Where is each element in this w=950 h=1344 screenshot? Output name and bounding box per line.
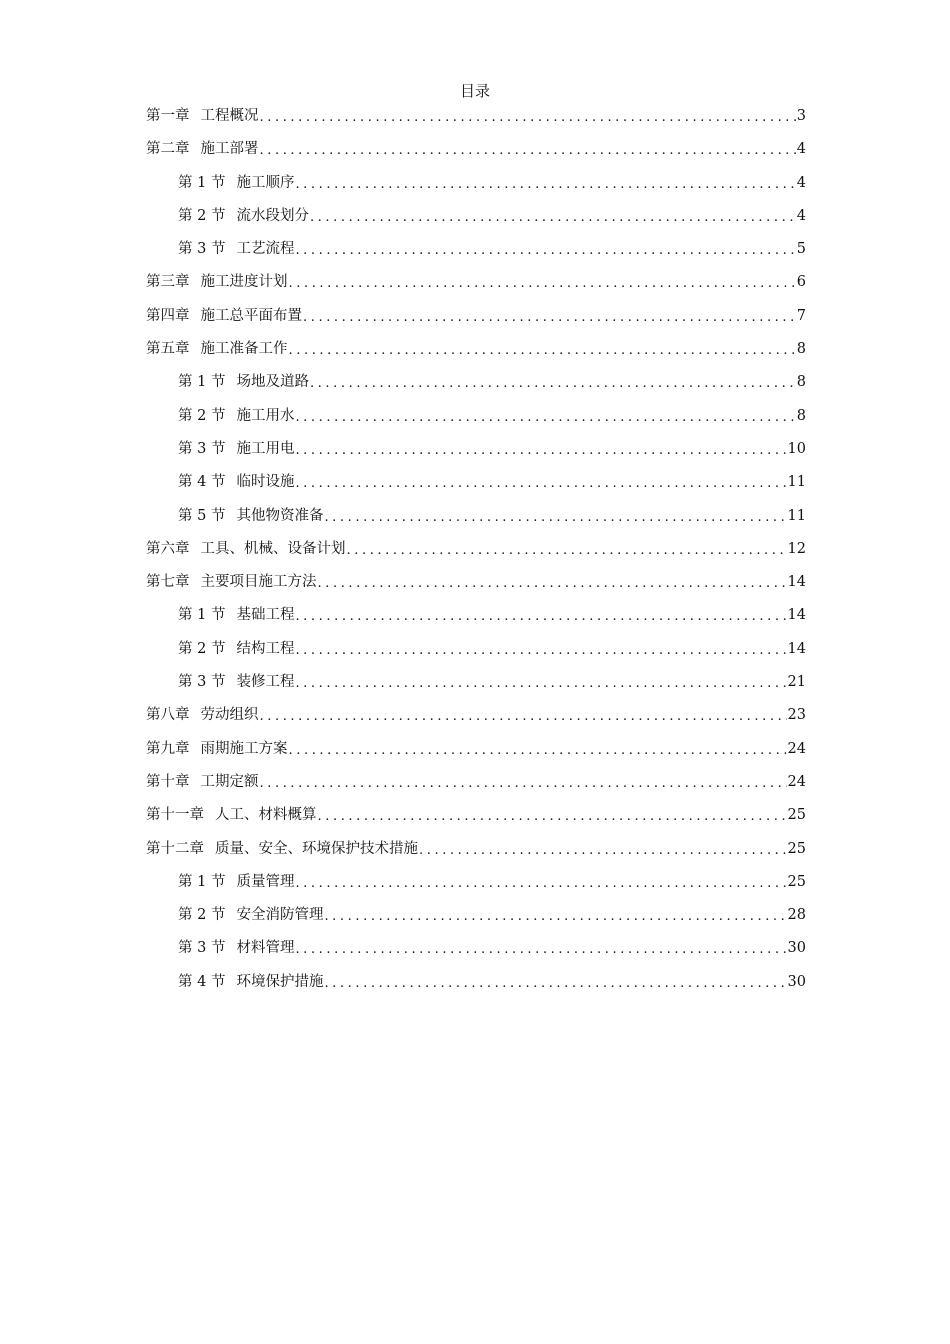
toc-entry-title: 主要项目施工方法 bbox=[200, 574, 317, 591]
toc-dot-leader bbox=[295, 673, 786, 695]
toc-page-number: 21 bbox=[787, 674, 806, 691]
toc-entry-number: 第 1 节 bbox=[178, 873, 226, 890]
toc-entry-number: 第一章 bbox=[146, 108, 190, 124]
toc-entry-number: 第 5 节 bbox=[178, 507, 226, 524]
toc-dot-leader bbox=[295, 873, 786, 895]
toc-section-entry[interactable] bbox=[146, 971, 806, 1004]
toc-section-entry[interactable] bbox=[146, 371, 806, 404]
toc-entry-number: 第 2 节 bbox=[178, 407, 226, 424]
toc-section-entry[interactable] bbox=[146, 405, 806, 438]
toc-dot-leader bbox=[295, 174, 795, 196]
toc-page-number: 6 bbox=[796, 274, 806, 291]
toc-entry-number: 第 2 节 bbox=[178, 640, 226, 657]
toc-entry-title: 施工总平面布置 bbox=[200, 307, 302, 324]
toc-entry-label bbox=[146, 538, 346, 560]
toc-entry-label bbox=[178, 238, 294, 260]
toc-entry-title: 场地及道路 bbox=[236, 374, 309, 391]
toc-entry-title: 劳动组织 bbox=[200, 707, 259, 724]
toc-page-number: 25 bbox=[787, 807, 806, 824]
toc-entry-title: 施工用水 bbox=[236, 407, 295, 424]
toc-entry-title: 施工准备工作 bbox=[200, 341, 288, 358]
toc-entry-number: 第 3 节 bbox=[178, 440, 226, 457]
toc-chapter-entry[interactable] bbox=[146, 771, 806, 804]
toc-entry-title: 工艺流程 bbox=[236, 241, 295, 258]
toc-page-number: 7 bbox=[796, 307, 806, 324]
toc-entry-number: 第 4 节 bbox=[178, 973, 226, 990]
toc-section-entry[interactable] bbox=[146, 937, 806, 970]
toc-entry-title: 装修工程 bbox=[236, 674, 295, 691]
toc-entry-title: 人工、材料概算 bbox=[215, 807, 317, 824]
toc-dot-leader bbox=[289, 740, 787, 762]
toc-section-entry[interactable] bbox=[146, 638, 806, 671]
toc-dot-leader bbox=[310, 373, 796, 395]
toc-entry-title: 施工用电 bbox=[236, 440, 295, 457]
toc-entry-title: 其他物资准备 bbox=[236, 507, 324, 524]
toc-section-entry[interactable] bbox=[146, 471, 806, 504]
toc-page-number: 28 bbox=[787, 907, 806, 924]
toc-entry-number: 第 3 节 bbox=[178, 241, 226, 258]
toc-chapter-entry[interactable] bbox=[146, 338, 806, 371]
toc-entry-label bbox=[146, 305, 302, 327]
toc-title: 目录 bbox=[459, 82, 490, 100]
toc-page-number: 10 bbox=[787, 440, 806, 457]
toc-entry-label bbox=[146, 738, 288, 760]
toc-page-number: 14 bbox=[787, 607, 806, 624]
toc-entry-label bbox=[146, 571, 317, 593]
toc-page-number: 4 bbox=[796, 141, 806, 158]
toc-entry-number: 第二章 bbox=[146, 141, 190, 158]
toc-dot-leader bbox=[295, 407, 795, 429]
toc-entry-title: 基础工程 bbox=[236, 607, 295, 624]
toc-page-number: 25 bbox=[787, 873, 806, 890]
toc-entry-title: 临时设施 bbox=[236, 474, 295, 491]
toc-section-entry[interactable] bbox=[146, 671, 806, 704]
toc-section-entry[interactable] bbox=[146, 238, 806, 271]
toc-entry-number: 第 1 节 bbox=[178, 374, 226, 391]
toc-entry-number: 第 1 节 bbox=[178, 174, 226, 191]
toc-chapter-entry[interactable] bbox=[146, 538, 806, 571]
toc-entry-number: 第 4 节 bbox=[178, 474, 226, 491]
toc-dot-leader bbox=[318, 573, 787, 595]
toc-dot-leader bbox=[289, 273, 796, 295]
toc-entry-number: 第十一章 bbox=[146, 807, 204, 824]
toc-chapter-entry[interactable] bbox=[146, 738, 806, 771]
toc-entry-label bbox=[146, 704, 259, 726]
toc-dot-leader bbox=[419, 840, 787, 862]
toc-page-number: 8 bbox=[796, 374, 806, 391]
toc-entry-title: 工期定额 bbox=[200, 773, 259, 790]
toc-section-entry[interactable] bbox=[146, 438, 806, 471]
toc-dot-leader bbox=[324, 507, 786, 529]
toc-chapter-entry[interactable] bbox=[146, 105, 806, 138]
toc-section-entry[interactable] bbox=[146, 871, 806, 904]
toc-page-number: 30 bbox=[787, 973, 806, 990]
toc-entry-label bbox=[146, 338, 288, 360]
toc-entry-label bbox=[146, 771, 259, 793]
toc-entry-label bbox=[178, 904, 323, 926]
toc-section-entry[interactable] bbox=[146, 604, 806, 637]
toc-entry-title: 质量、安全、环境保护技术措施 bbox=[215, 840, 418, 857]
toc-entry-label bbox=[178, 405, 294, 427]
toc-entry-label bbox=[178, 471, 294, 493]
toc-dot-leader bbox=[303, 307, 796, 329]
toc-page-number: 4 bbox=[796, 207, 806, 224]
toc-dot-leader bbox=[310, 207, 796, 229]
toc-entry-label bbox=[146, 804, 317, 826]
toc-entry-title: 质量管理 bbox=[236, 873, 295, 890]
toc-entry-number: 第三章 bbox=[146, 274, 190, 291]
toc-page-number: 11 bbox=[787, 507, 806, 524]
toc-entry-label bbox=[146, 838, 418, 860]
toc-entry-number: 第四章 bbox=[146, 307, 190, 324]
toc-dot-leader bbox=[260, 140, 796, 162]
toc-section-entry[interactable] bbox=[146, 904, 806, 937]
toc-entry-number: 第 3 节 bbox=[178, 674, 226, 691]
toc-page-number: 5 bbox=[796, 241, 806, 258]
toc-page-number: 24 bbox=[787, 773, 806, 790]
toc-entry-label bbox=[178, 638, 294, 660]
toc-entry-title: 施工进度计划 bbox=[200, 274, 288, 291]
toc-entry-label bbox=[178, 505, 323, 527]
toc-chapter-entry[interactable] bbox=[146, 704, 806, 737]
toc-entry-number: 第六章 bbox=[146, 540, 190, 557]
toc-entry-title: 环境保护措施 bbox=[236, 973, 324, 990]
toc-dot-leader bbox=[260, 706, 787, 728]
toc-entry-label bbox=[146, 105, 259, 127]
toc-chapter-entry[interactable] bbox=[146, 838, 806, 871]
toc-dot-leader bbox=[295, 440, 786, 462]
toc-entry-title: 流水段划分 bbox=[236, 207, 309, 224]
toc-entry-label bbox=[178, 937, 294, 959]
toc-dot-leader bbox=[295, 939, 786, 961]
toc-page-number: 3 bbox=[796, 108, 806, 124]
toc-entry-title: 施工部署 bbox=[200, 141, 259, 158]
toc-dot-leader bbox=[289, 340, 796, 362]
toc-dot-leader bbox=[295, 606, 786, 628]
toc-entry-label bbox=[146, 138, 259, 160]
toc-entry-number: 第十章 bbox=[146, 773, 190, 790]
toc-dot-leader bbox=[324, 906, 786, 928]
toc-page-number: 30 bbox=[787, 940, 806, 957]
toc-page-number: 14 bbox=[787, 574, 806, 591]
toc-section-entry[interactable] bbox=[146, 505, 806, 538]
toc-page-number: 8 bbox=[796, 407, 806, 424]
toc-entry-label bbox=[178, 172, 294, 194]
toc-entry-label bbox=[178, 671, 294, 693]
toc-entry-label bbox=[178, 604, 294, 626]
toc-chapter-entry[interactable] bbox=[146, 804, 806, 837]
toc-dot-leader bbox=[295, 473, 786, 495]
toc-entry-label bbox=[178, 438, 294, 460]
toc-entry-label bbox=[146, 271, 288, 293]
toc-entry-number: 第九章 bbox=[146, 740, 190, 757]
toc-entry-label bbox=[178, 871, 294, 893]
toc-entry-label bbox=[178, 205, 309, 227]
toc-dot-leader bbox=[260, 107, 796, 129]
toc-entry-label bbox=[178, 371, 309, 393]
toc-entry-title: 结构工程 bbox=[236, 640, 295, 657]
toc-dot-leader bbox=[260, 773, 787, 795]
toc-page-number: 23 bbox=[787, 707, 806, 724]
toc-page-number: 24 bbox=[787, 740, 806, 757]
toc-entry-number: 第 3 节 bbox=[178, 940, 226, 957]
toc-dot-leader bbox=[347, 540, 787, 562]
toc-page-number: 4 bbox=[796, 174, 806, 191]
toc-page-number: 11 bbox=[787, 474, 806, 491]
toc-entry-title: 工程概况 bbox=[200, 108, 259, 124]
toc-chapter-entry[interactable] bbox=[146, 571, 806, 604]
toc-page-number: 12 bbox=[787, 540, 806, 557]
toc-entry-number: 第五章 bbox=[146, 341, 190, 358]
toc-dot-leader bbox=[295, 240, 795, 262]
toc-entry-title: 安全消防管理 bbox=[236, 907, 324, 924]
toc-entry-title: 施工顺序 bbox=[236, 174, 295, 191]
toc-entry-number: 第 2 节 bbox=[178, 907, 226, 924]
toc-page-number: 8 bbox=[796, 341, 806, 358]
toc-entry-label bbox=[178, 971, 323, 993]
toc-dot-leader bbox=[318, 806, 787, 828]
toc-entry-number: 第 2 节 bbox=[178, 207, 226, 224]
toc-entry-number: 第 1 节 bbox=[178, 607, 226, 624]
toc-section-entry[interactable] bbox=[146, 172, 806, 205]
toc-chapter-entry[interactable] bbox=[146, 305, 806, 338]
toc-entry-title: 雨期施工方案 bbox=[200, 740, 288, 757]
toc-chapter-entry[interactable] bbox=[146, 271, 806, 304]
toc-dot-leader bbox=[295, 640, 786, 662]
toc-page-number: 14 bbox=[787, 640, 806, 657]
toc-dot-leader bbox=[324, 973, 786, 995]
toc-entry-number: 第七章 bbox=[146, 574, 190, 591]
toc-page-number: 25 bbox=[787, 840, 806, 857]
toc-list bbox=[146, 105, 806, 1004]
toc-entry-number: 第八章 bbox=[146, 707, 190, 724]
toc-chapter-entry[interactable] bbox=[146, 138, 806, 171]
toc-entry-title: 材料管理 bbox=[236, 940, 295, 957]
toc-entry-number: 第十二章 bbox=[146, 840, 204, 857]
toc-entry-title: 工具、机械、设备计划 bbox=[200, 540, 346, 557]
toc-section-entry[interactable] bbox=[146, 205, 806, 238]
